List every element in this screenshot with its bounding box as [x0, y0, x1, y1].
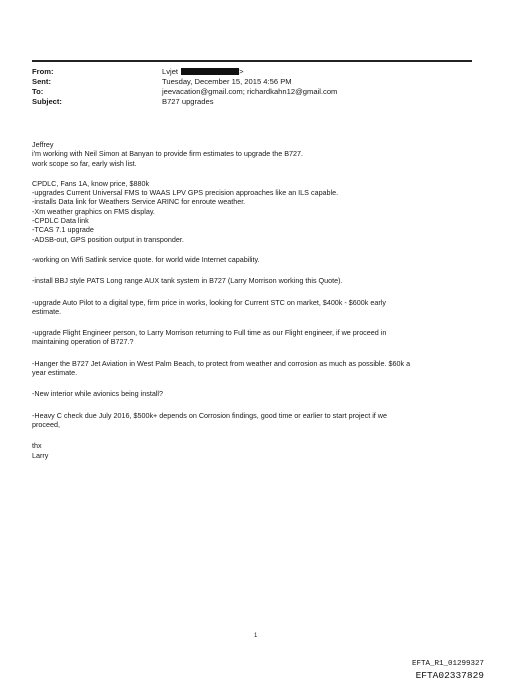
subject-value: B727 upgrades: [162, 97, 214, 106]
engineer-item: -upgrade Flight Engineer person, to Larry Morrison returning to Full time as our Flight engineer, if we proceed in: [32, 328, 387, 338]
to-row: [32, 87, 472, 97]
greeting: Jeffrey: [32, 140, 54, 149]
thanks: thx: [32, 441, 42, 451]
from-suffix: >: [239, 67, 244, 76]
aux-tank-item: -install BBJ style PATS Long range AUX tank system in B727 (Larry Morrison working this Quote).: [32, 276, 343, 286]
header-rule: [32, 60, 472, 62]
redaction-block: [181, 68, 239, 75]
sent-value: Tuesday, December 15, 2015 4:56 PM: [162, 77, 292, 86]
cpdlc-line: -TCAS 7.1 upgrade: [32, 225, 94, 235]
hangar-item: -Hanger the B727 Jet Aviation in West Palm Beach, to protect from weather and corrosion as much as possible. $60k a: [32, 358, 411, 368]
cpdlc-line: CPDLC, Fans 1A, know price, $880k: [32, 178, 150, 188]
interior-item: -New interior while avionics being install?: [32, 389, 164, 399]
from-value: [162, 67, 244, 77]
engineer-item-cont: maintaining operation of B727.?: [32, 337, 134, 347]
wifi-item: -working on Wifi Satlink service quote. for world wide Internet capability.: [32, 254, 260, 264]
email-header: [32, 67, 472, 107]
page-number: 1: [254, 633, 258, 639]
sent-label: Sent:: [32, 77, 51, 86]
autopilot-item-cont: estimate.: [32, 306, 62, 316]
autopilot-item: -upgrade Auto Pilot to a digital type, firm price in works, looking for Current STC on market, $400k - $600k early: [32, 297, 386, 307]
to-value: jeevacation@gmail.com; richardkahn12@gmail.com: [162, 87, 338, 96]
footer-id-secondary: EFTA02337829: [415, 670, 484, 681]
subject-row: [32, 97, 472, 107]
footer-id-primary: EFTA_R1_01299327: [411, 660, 484, 668]
signature: Larry: [32, 450, 49, 460]
cpdlc-line: -upgrades Current Universal FMS to WAAS LPV GPS precision approaches like an ILS capable.: [32, 188, 339, 198]
from-row: [32, 67, 472, 77]
intro-line: work scope so far, early wish list.: [32, 158, 137, 168]
cpdlc-line: -Xm weather graphics on FMS display.: [32, 206, 155, 216]
from-name: Lvjet: [162, 67, 179, 76]
hangar-item-cont: year estimate.: [32, 368, 78, 378]
sent-row: [32, 77, 472, 87]
to-label: To:: [32, 87, 44, 96]
from-label: From:: [32, 67, 54, 76]
intro-line: i'm working with Neil Simon at Banyan to provide firm estimates to upgrade the B727.: [32, 149, 304, 159]
cpdlc-line: -CPDLC Data link: [32, 216, 89, 226]
c-check-item-cont: proceed,: [32, 419, 60, 429]
email-body: [32, 140, 472, 460]
c-check-item: -Heavy C check due July 2016, $500k+ depends on Corrosion findings, good time or earlier to start project if we: [32, 410, 387, 420]
cpdlc-line: -installs Data link for Weathers Service ARINC for enroute weather.: [32, 197, 246, 207]
subject-label: Subject:: [32, 97, 62, 106]
cpdlc-line: -ADSB-out, GPS position output in transponder.: [32, 234, 184, 244]
